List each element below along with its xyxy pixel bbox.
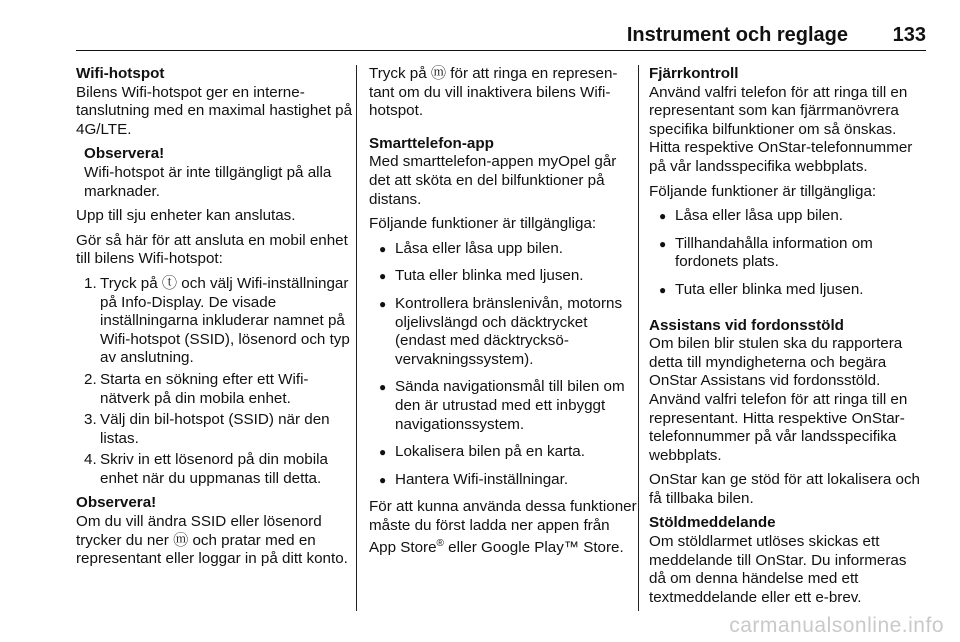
note-change-ssid-heading: Observera!	[76, 494, 157, 512]
download-text	[369, 498, 637, 558]
remote-text: Använd valfri telefon för att ringa till en representant som kan fjärrmanövrera specifika bilfunktioner om så önskas. Hitta respektive OnStar-telefonnummer på vår landsspecifika webbplats.	[649, 83, 913, 175]
list-item: ● Hantera Wifi-inställningar.	[369, 471, 637, 490]
wifi-hotspot-text: Bilens Wifi-hotspot ger en internetanslutning med en maximal hastighet på 4G/LTE.	[76, 83, 353, 138]
list-item: ● Tuta eller blinka med ljusen.	[649, 281, 927, 300]
step-text: Tryck på ⓣ och välj Wifi-inställningar på Info-Display. De visade inställningarna inkluderar namnet på Wifi-hotspot (SSID), lösenord och typ av anslutning.	[100, 274, 350, 367]
alarm-text: Om stöldlarmet utlöses skickas ett meddelande till OnStar. Du informeras då om denna händelse med ett textmeddelande eller ett e-brev.	[649, 533, 907, 606]
page-number: 133	[892, 24, 926, 46]
devices-text: Upp till sju enheter kan anslutas.	[76, 207, 296, 225]
list-item: ● Tillhandahålla information om fordonets plats.	[649, 235, 927, 272]
features-list	[369, 240, 637, 490]
column-divider-right	[638, 65, 639, 611]
note-availability	[84, 145, 354, 201]
column-divider-left	[356, 65, 357, 611]
note-availability-heading: Observera!	[84, 145, 165, 163]
alarm-section	[649, 514, 927, 607]
step-text: Välj din bil-hotspot (SSID) när den listas.	[100, 411, 330, 447]
note-change-ssid-text: Om du vill ändra SSID eller lösenord trycker du ner ⓜ och pratar med en representant eller loggar in på ditt konto.	[76, 513, 348, 568]
list-item: ● Tuta eller blinka med ljusen.	[369, 267, 637, 286]
theft-section	[649, 317, 927, 466]
list-item: ● Lokalisera bilen på en karta.	[369, 443, 637, 462]
column-right	[649, 65, 927, 613]
steps-list	[76, 275, 354, 489]
column-left	[76, 65, 354, 575]
locate-text: OnStar kan ge stöd för att lokalisera och få tillbaka bilen.	[649, 471, 920, 507]
step-number: 4.	[84, 451, 97, 469]
remote-features-list	[649, 207, 927, 299]
wifi-hotspot-section	[76, 65, 354, 139]
wifi-hotspot-heading: Wifi-hotspot	[76, 65, 165, 82]
note-availability-text: Wifi-hotspot är inte tillgängligt på alla marknader.	[84, 163, 332, 200]
theft-text: Om bilen blir stulen ska du rapportera detta till myndigheterna och begära OnStar Assistans vid fordonsstöld. Använd valfri telefon för att ringa till en representant. Hitta respektive OnStar-telefonnummer på vår landsspecifika webbplats.	[649, 335, 908, 464]
theft-heading: Assistans vid fordonsstöld	[649, 316, 844, 334]
features-intro: Följande funktioner är tillgängliga:	[369, 215, 597, 233]
list-item: ● Kontrollera bränslenivån, motorns oljelivslängd och däcktrycket (endast med däcktrycksövervakningssystem).	[369, 295, 637, 369]
step-text: Starta en sökning efter ett Wifi-nätverk på din mobila enhet.	[100, 370, 309, 407]
alarm-heading: Stöldmeddelande	[649, 514, 776, 532]
header-rule	[76, 50, 926, 51]
list-item: ● Låsa eller låsa upp bilen.	[369, 240, 637, 259]
step-item	[76, 371, 354, 408]
step-item	[76, 451, 354, 488]
registered-mark: ®	[436, 538, 444, 550]
download-text-before: För att kunna använda dessa funktioner måste du först ladda ner appen från App Store	[369, 498, 637, 557]
smartphone-heading: Smarttelefon-app	[369, 134, 494, 152]
download-text-after: eller Google Play™ Store.	[443, 539, 624, 557]
smartphone-section	[369, 135, 637, 209]
step-number: 3.	[84, 411, 97, 429]
remote-features-intro: Följande funktioner är tillgängliga:	[649, 182, 877, 200]
step-text: Skriv in ett lösenord på din mobila enhet när du uppmanas till detta.	[100, 451, 328, 487]
press-text: Tryck på ⓜ för att ringa en representant om du vill inaktivera bilens Wifi-hotspot.	[369, 65, 618, 120]
step-item	[76, 275, 354, 368]
step-number: 2.	[84, 370, 97, 388]
remote-section	[649, 65, 927, 177]
list-item: ● Låsa eller låsa upp bilen.	[649, 207, 927, 226]
smartphone-text: Med smarttelefon-appen myOpel går det att sköta en del bilfunktioner på distans.	[369, 153, 617, 208]
page-header	[0, 0, 960, 56]
page-title: Instrument och reglage	[626, 24, 848, 46]
column-middle	[369, 65, 637, 564]
instructions-intro: Gör så här för att ansluta en mobil enhet till bilens Wifi-hotspot:	[76, 231, 348, 268]
step-number: 1.	[84, 274, 97, 292]
note-change-ssid	[76, 494, 354, 568]
step-item	[76, 411, 354, 448]
remote-heading: Fjärrkontroll	[649, 65, 739, 82]
watermark: carmanualsonline.info	[729, 614, 944, 637]
list-item: ● Sända navigationsmål till bilen om den är utrustad med ett inbyggt navigationssystem.	[369, 378, 637, 434]
